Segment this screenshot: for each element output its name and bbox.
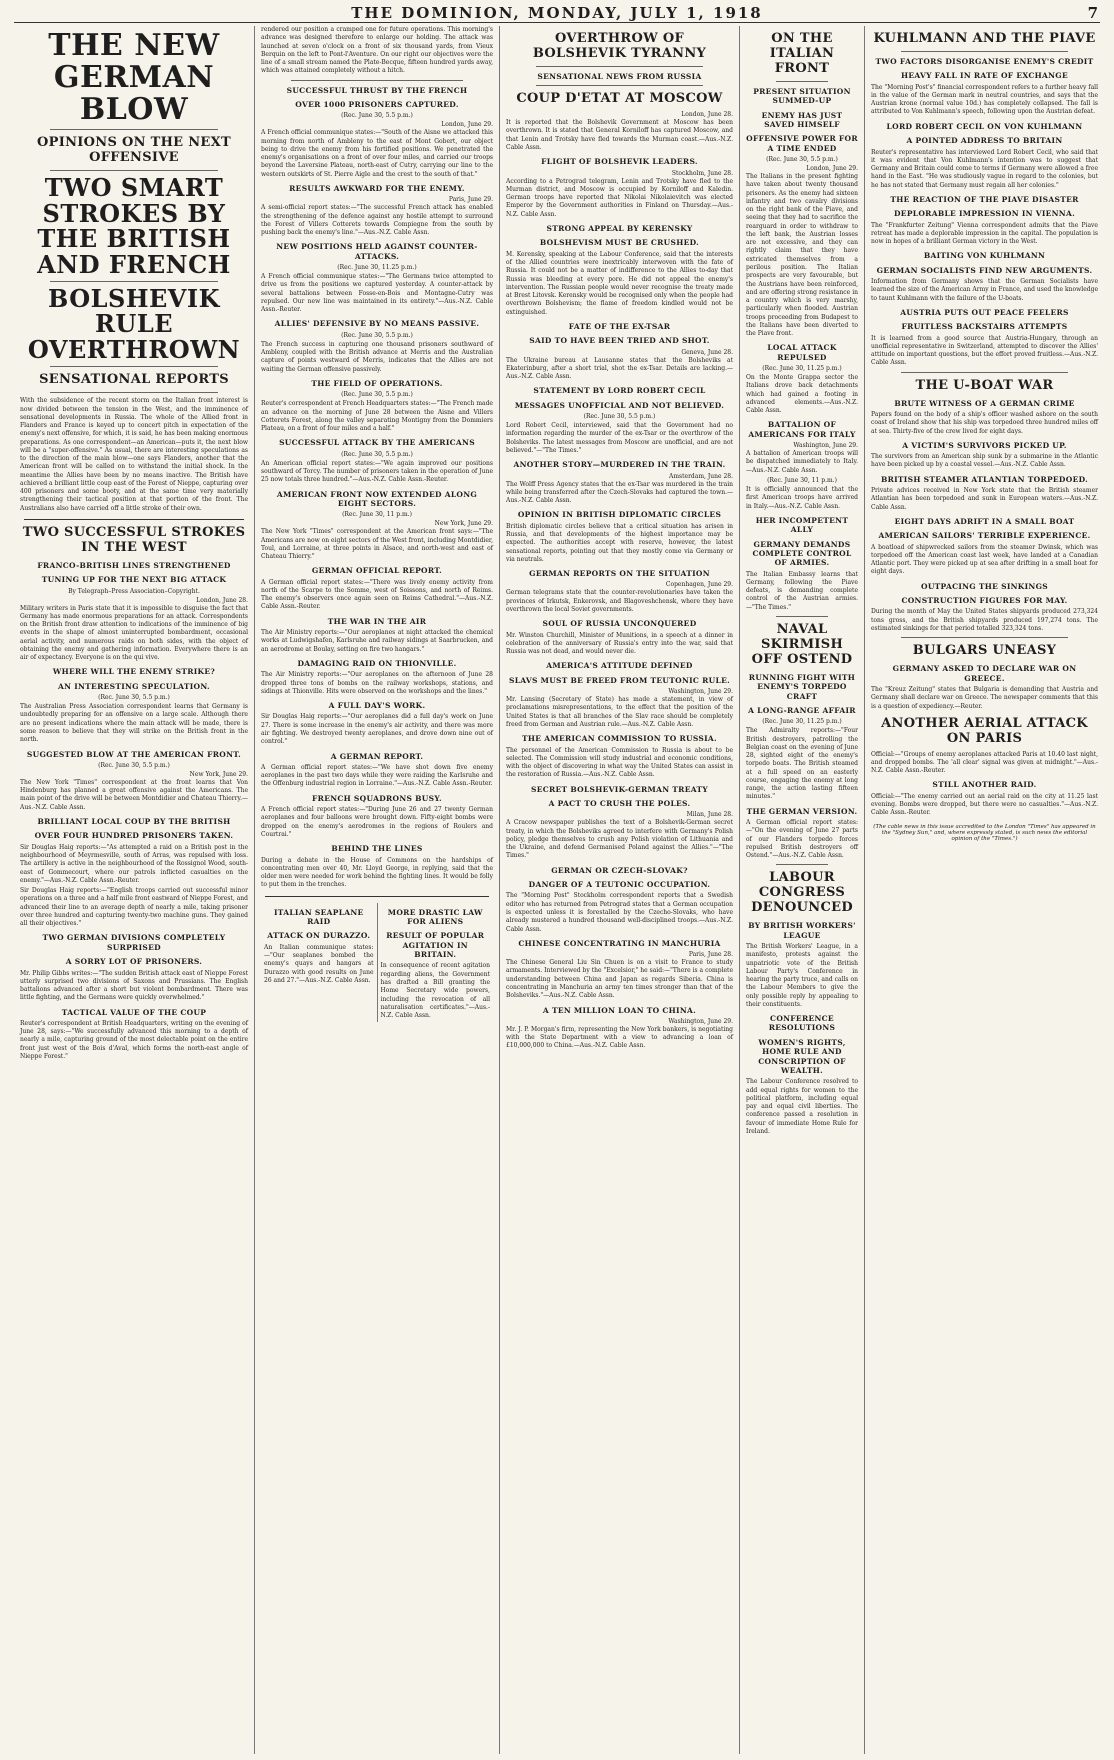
received-date: (Rec. June 30, 11.25 p.m.): [337, 264, 417, 272]
article-text: Official:—"Groups of enemy aeroplanes attacked Paris at 10.40 last night, and dropped bombs. The 'all clear' signal was given at midnight."—Aus.-N.Z. Cable Assn.-Reuter.: [871, 750, 1098, 775]
article-text: The "Kreuz Zeitung" states that Bulgaria is demanding that Austria and Germany shall declare war on Greece. The newspaper comments that this is a question of expediency.—Reuter.: [871, 685, 1098, 710]
subhead: SUGGESTED BLOW AT THE AMERICAN FRONT.: [26, 749, 242, 759]
article-text: British diplomatic circles believe that a critical situation has arisen in Russia, and that developments of the highest importance may be expected. The authorities accept with reserve, however, the latest sensational reports, pointing out that they mostly come via Germany or via neutrals.: [506, 522, 733, 563]
article-text: Papers found on the body of a ship's officer washed ashore on the south coast of Ireland show that his ship was torpedoed three hundred miles off at sea. Thirty-five of the crew lived for eight days.: [871, 411, 1098, 435]
article-text: The Air Ministry reports:—"Our aeroplanes at night attacked the chemical works at Ludwigshafen, Karlsruhe and railway sidings at Saarbrucken, and an aerodrome at Boulay, setting on fire two hangars.": [261, 629, 493, 653]
subhead: MESSAGES UNOFFICIAL AND NOT BELIEVED.: [514, 400, 725, 410]
subhead: NEW POSITIONS HELD AGAINST COUNTER-ATTACKS.: [276, 242, 478, 261]
subhead: AN INTERESTING SPECULATION.: [58, 681, 210, 691]
subhead: BRILLIANT LOCAL COUP BY THE BRITISH: [37, 816, 231, 826]
subhead: A VICTIM'S SURVIVORS PICKED UP.: [902, 440, 1067, 450]
article-text: With the subsidence of the recent storm on the Italian front interest is now divided between the tension in the West, and the imminence of sensational developments in Russia. The whole of the Allied front in Flanders and France is keyed up to concert pitch in expectation of the enemy's next offensive, for which, it is said, he has been making enormous preparations. As one correspondent—an American—puts it, the next blow will be a "super-offensive." As usual, there are interesting speculations as to the direction of the main blow—one says Flanders, another that the American front will be called on to withstand the initial shock. In the meantime the Allies have been by no means inactive. The British have achieved a brilliant little coup east of the Forest of Nieppe, capturing over 400 prisoners and some booty, and at the same time very materially strengthening their tactical position at that portion of the front. The Australians also have carried off a little stroke of their own.: [20, 397, 248, 512]
place-date: Paris, June 29.: [448, 196, 493, 204]
article-text: A French official communique states:—"South of the Aisne we attacked this morning from north of Ambleny to the east of Mont Gobert, our object being to drive the enemy from his fortified positions. We penetrated the enemy's organisations on a front of over four miles, and carried our troops beyond the Laversine Plateau, north-east of Cutry, carrying our line to the western outskirts of St. Pierre Aigle and the crest to the south of that.": [261, 129, 493, 178]
subhead: LORD ROBERT CECIL ON VON KUHLMANN: [886, 121, 1083, 131]
subhead: OVER 1000 PRISONERS CAPTURED.: [295, 99, 459, 109]
place-date: Amsterdam, June 28.: [669, 472, 733, 480]
article-text: During a debate in the House of Commons on the hardships of concentrating men over 40, Mr. Lloyd George, in replying, said that the older men were needed for work behind the fighting lines. It would be folly to put them in the trenches.: [261, 856, 493, 889]
article-text: A Cracow newspaper publishes the text of a Bolshevik-German secret treaty, in which the Bolsheviks agreed to interfere with Germany's Polish policy, pledge themselves to crush any Polish violation of Lithuania and the Ukraine, and defend Germanised Poland against the Allies."—"The Times.": [506, 819, 733, 860]
subhead: RESULT OF POPULAR AGITATION IN BRITAIN.: [386, 931, 485, 960]
article-text: A boatload of shipwrecked sailors from the steamer Dwinsk, which was torpedoed off the American coast last week, have landed at a Canadian Atlantic port. They were picked up at sea after drifting in a small boat for eight days.: [871, 543, 1098, 576]
subhead: A TEN MILLION LOAN TO CHINA.: [542, 1005, 697, 1015]
subhead: GERMAN OFFICIAL REPORT.: [311, 566, 443, 576]
headline-italian-front: ON THE ITALIAN FRONT: [769, 31, 835, 76]
subhead: RUNNING FIGHT WITH ENEMY'S TORPEDO CRAFT: [748, 672, 856, 701]
subhead: HER INCOMPETENT ALLY: [755, 515, 849, 535]
subhead: ANOTHER STORY—MURDERED IN THE TRAIN.: [513, 460, 726, 470]
article-text: The New York "Times" correspondent at the American front says:—"The Americans are now on eight sectors of the West front, including Montdidier, Toul, and Lorraine, at three points in Alsace, and north-west and east of Chateau Thierry.": [261, 528, 493, 561]
masthead-title: THE DOMINION, MONDAY, JULY 1, 1918: [351, 4, 763, 22]
masthead: [14, 4, 1100, 23]
article-text: German telegrams state that the counter-revolutionaries have taken the provinces of Irkutsk, Enkerovsk, and Blagoveshchensk, where they have overthrown the local Soviet governments.: [506, 589, 733, 613]
subhead: OFFENSIVE POWER FOR A TIME ENDED: [746, 134, 858, 153]
received-date: (Rec. June 30, 11 p.m.): [767, 477, 837, 484]
headline-aerial-attack-paris: ANOTHER AERIAL ATTACK ON PARIS: [881, 715, 1088, 746]
place-date: Washington, June 29.: [668, 1017, 733, 1025]
subhead: WOMEN'S RIGHTS, HOME RULE AND CONSCRIPTION OF WEALTH.: [758, 1037, 846, 1075]
article-text: A German official report states:—"On the evening of June 27 parts of our Flanders torpedo forces repulsed British destroyers off Ostend."—Aus.-N.Z. Cable Assn.: [746, 819, 858, 860]
page-number: 7: [1087, 4, 1100, 22]
subhead: THE FIELD OF OPERATIONS.: [311, 378, 443, 388]
subhead: A FULL DAY'S WORK.: [328, 701, 426, 711]
subhead: EIGHT DAYS ADRIFT IN A SMALL BOAT: [894, 516, 1075, 526]
article-text: It is officially announced that the first American troops have arrived in Italy.—Aus.-N.Z. Cable Assn.: [746, 486, 858, 510]
place-date: Paris, June 28.: [688, 951, 733, 959]
subhead: BOLSHEVISM MUST BE CRUSHED.: [539, 238, 700, 248]
subhead: TWO FACTORS DISORGANISE ENEMY'S CREDIT: [875, 56, 1094, 66]
subhead: A POINTED ADDRESS TO BRITAIN: [906, 136, 1063, 146]
article-text: The personnel of the American Commission to Russia is about to be selected. The Commission will study industrial and economic conditions, with the object of discovering in what way the United States can assist in the restoration of Russia.—Aus.-N.Z. Cable Assn.: [506, 746, 733, 779]
column-1: [14, 26, 254, 1754]
article-text: Lord Robert Cecil, interviewed, said that the Government had no information regarding the murder of the ex-Tsar or the overthrow of the Bolsheviks. The latest messages from Moscow are unofficial, and are not believed."—"The Times.": [506, 422, 733, 454]
headline-bulgars-uneasy: BULGARS UNEASY: [912, 643, 1057, 659]
article-text: The Admiralty reports:—"Four British destroyers, patrolling the Belgian coast on the evening of June 28, sighted eight of the enemy's torpedo boats. The British steamed at a full speed on an easterly course, engaging the enemy at long range, the action lasting fifteen minutes.": [746, 727, 858, 801]
italian-seaplane-raid: [261, 903, 377, 1023]
place-date: Stockholm, June 28.: [671, 169, 733, 177]
column-5: [864, 26, 1104, 1754]
subhead: DANGER OF A TEUTONIC OCCUPATION.: [528, 880, 711, 890]
article-text: Official:—"The enemy carried out an aerial raid on the city at 11.25 last evening. Bombs were dropped, but there were no casualties."—Aus.-N.Z. Cable Assn.-Reuter.: [871, 792, 1098, 817]
article-text: The British Workers' League, in a manifesto, protests against the unpatriotic vote of the British Labour Party's Conference in hearing the party truce, and calls on the Labour Members to give the only possible reply by appealing to their constituents.: [746, 942, 858, 1008]
article-text: A German official report states:—"There was lively enemy activity from north of the Scarpe to the Somme, west of Soissons, and north of Reims. The enemy's observers once again seen on Reims Cathedral."—Aus.-N.Z. Cable Assn.-Reuter.: [261, 578, 493, 611]
received-date: (Rec. June 30, 11 p.m.): [342, 511, 412, 519]
subhead: DEPLORABLE IMPRESSION IN VIENNA.: [894, 209, 1075, 219]
subhead: LOCAL ATTACK REPULSED: [767, 343, 837, 362]
split-columns: [261, 903, 493, 1023]
subhead: PRESENT SITUATION SUMMED-UP: [753, 86, 851, 106]
article-text: M. Kerensky, speaking at the Labour Conference, said that the interests of the Allied countries were inextricably interwoven with the fate of Russia. It could not be a matter of indifference to the Allies to-day that Russia was bleeding at every pore. He did not appeal the enemy's intervention. The Russian people would never recognise the treaty made at Brest Litovsk. Kerensky would be recognised only when the people had overthrown Bolshevism; the flame of freedom kindled would not be extinguished.: [506, 250, 733, 316]
headline-labour-congress: LABOUR CONGRESS DENOUNCED: [751, 870, 853, 916]
article-text: Mr. Philip Gibbs writes:—"The sudden British attack east of Nieppe Forest utterly surprised two divisions of Saxons and Prussians. The English battalions advanced after a short but violent bombardment. There was little fighting, and the Germans were quickly overwhelmed.": [20, 969, 248, 1002]
subhead: MORE DRASTIC LAW FOR ALIENS: [387, 907, 483, 926]
place-date: Milan, June 28.: [686, 811, 733, 819]
article-text: Sir Douglas Haig reports:—"As attempted a raid on a British post in the neighbourhood of Meyrmesville, south of Arras, was repulsed with loss. The artillery is active in the neighbourhood of the Rossignol Wood, south-east of Gommecourt, where our patrols inflicted casualties on the enemy."—Aus.-N.Z. Cable Assn.-Reuter.: [20, 843, 248, 884]
subhead: A GERMAN REPORT.: [330, 751, 424, 761]
subhead: BRITISH STEAMER ATLANTIAN TORPEDOED.: [880, 474, 1089, 484]
place-date: Copenhagen, June 29.: [665, 581, 733, 589]
place-date: New York, June 29.: [434, 520, 493, 528]
column-2: [254, 26, 499, 1754]
subhead: CONFERENCE RESOLUTIONS: [768, 1014, 836, 1033]
place-date: Washington, June 29.: [793, 442, 858, 450]
place-date: New York, June 29.: [189, 770, 248, 778]
subhead: OVER FOUR HUNDRED PRISONERS TAKEN.: [34, 831, 234, 841]
article-text: The Australian Press Association correspondent learns that Germany is undoubtedly preparing for an offensive on a large scale. Although there are no present indications where the main attack will be made, there is some reason to believe that they will strike on the British front in the north.: [20, 703, 248, 744]
subhead: SAID TO HAVE BEEN TRIED AND SHOT.: [529, 336, 710, 346]
received-date: (Rec. June 30, 5.5 p.m.): [583, 413, 656, 421]
article-text: Mr. Winston Churchill, Minister of Munitions, in a speech at a dinner in celebration of the anniversary of Russia's entry into the war, said that Russia was not dead, and would never die.: [506, 631, 733, 656]
article-text: A French official report states:—"During June 26 and 27 twenty German aeroplanes and four balloons were brought down. Fifty-eight bombs were dropped on the enemy's aerodromes in the regions of Roulers and Courtrai.": [261, 806, 493, 838]
subhead: HEAVY FALL IN RATE OF EXCHANGE: [901, 71, 1068, 81]
subhead: OPINIONS ON THE NEXT OFFENSIVE: [37, 135, 231, 166]
subhead: GERMAN SOCIALISTS FIND NEW ARGUMENTS.: [876, 265, 1093, 275]
headline-two-successful-strokes: TWO SUCCESSFUL STROKES IN THE WEST: [22, 524, 246, 555]
subhead: ATTACK ON DURAZZO.: [267, 931, 371, 941]
received-date: (Rec. June 30, 5.5 p.m.): [766, 156, 838, 164]
headline-kuhlmann-piave: KUHLMANN AND THE PIAVE: [873, 31, 1096, 46]
received-date: (Rec. June 30, 5.5 p.m.): [98, 761, 170, 769]
subhead: FRENCH SQUADRONS BUSY.: [312, 793, 442, 803]
subhead: FRUITLESS BACKSTAIRS ATTEMPTS: [901, 322, 1068, 332]
subhead: SENSATIONAL REPORTS: [39, 372, 229, 388]
article-text: During the month of May the United States shipyards produced 273,324 tons gross, and the British shipyards produced 197,274 tons. The estimated sinkings for that period totalled 323,324 tons.: [871, 608, 1098, 633]
subhead: SECRET BOLSHEVIK-GERMAN TREATY: [531, 784, 708, 794]
subhead: SENSATIONAL NEWS FROM RUSSIA: [537, 71, 702, 81]
article-text: The "Morning Post's" financial correspondent refers to a further heavy fall in the value of the German mark in neutral countries, and says that the Austrian krone (normal value 10d.) has completely collapsed. The fall is attributed to Von Kuhlmann's speech, following upon the Austrian defeat.: [871, 83, 1098, 116]
column-4: [739, 26, 864, 1754]
article-text: The Wolff Press Agency states that the ex-Tsar was murdered in the train while being transferred after the Czech-Slovaks had captured the town.—Aus.-N.Z. Cable Assn.: [506, 480, 733, 505]
received-date: (Rec. June 30, 5.5 p.m.): [341, 112, 413, 120]
subhead: A SORRY LOT OF PRISONERS.: [65, 957, 203, 967]
article-text: The Labour Conference resolved to add equal rights for women to the political platform, including equal pay and equal civil liberties. The conference passed a resolution in favour of immediate Home Rule for Ireland.: [746, 1078, 858, 1135]
article-text: Military writers in Paris state that it is impossible to disguise the fact that Germany has made enormous preparations for an attack. Correspondents on the British front draw attention to indications of the imminence of big events in the shape of almost uninterrupted bombardment, occasional aerial activity, and numerous raids on both sides, with the object of obtaining the enemy and gathering information. Everywhere there is an air of expectancy. Everyone is on the qui vive.: [20, 604, 248, 662]
place-date: Geneva, June 28.: [681, 348, 733, 356]
received-date: (Rec. June 30, 11.25 p.m.): [762, 365, 842, 373]
subhead: STATEMENT BY LORD ROBERT CECIL: [533, 386, 706, 396]
article-text: An Italian communique states:—"Our seaplanes bombed the enemy's quays and hangars at Durazzo with good results on June 26 and 27."—Aus.-N.Z. Cable Assn.: [264, 943, 374, 984]
headline-naval-skirmish: NAVAL SKIRMISH OFF OSTEND: [751, 622, 853, 667]
subhead: ALLIES' DEFENSIVE BY NO MEANS PASSIVE.: [274, 319, 480, 329]
article-text: An American official report states:—"We again improved our positions southward of Torcy. The number of prisoners taken in the operation of June 25 now totals three hundred."—Aus.-N.Z. Cable Assn.-Reuter.: [261, 459, 493, 484]
article-text: A French official communique states:—"The Germans twice attempted to drive us from the positions we captured yesterday. A counter-attack by several battalions between Fosse-en-Bois and Montagne-Cutry was repulsed. Our new line was maintained in its entirety."—Aus.-N.Z. Cable Assn.-Reuter.: [261, 273, 493, 314]
received-date: (Rec. June 30, 5.5 p.m.): [98, 694, 170, 702]
article-text: In consequence of recent agitation regarding aliens, the Government has drafted a Bill granting the Home Secretary wide powers, including the revocation of all naturalisation certificates."—Aus.-N.Z. Cable Assn.: [380, 962, 490, 1020]
subhead: WHERE WILL THE ENEMY STRIKE?: [52, 667, 216, 677]
subhead: BY BRITISH WORKERS' LEAGUE: [748, 921, 856, 940]
subhead: GERMAN REPORTS ON THE SITUATION: [529, 569, 710, 579]
subhead: SUCCESSFUL THRUST BY THE FRENCH: [286, 85, 468, 95]
subhead: FATE OF THE EX-TSAR: [568, 321, 671, 331]
article-text: Private advices received in New York state that the British steamer Atlantian has been torpedoed and sunk in European waters.—Aus.-N.Z. Cable Assn.: [871, 487, 1098, 511]
column-3: [499, 26, 739, 1754]
subhead: AUSTRIA PUTS OUT PEACE FEELERS: [900, 307, 1069, 317]
subhead: A PACT TO CRUSH THE POLES.: [548, 799, 691, 809]
place-date: London, June 29.: [806, 165, 858, 173]
subhead: TACTICAL VALUE OF THE COUP: [61, 1007, 207, 1017]
article-text: The Air Ministry reports:—"Our aeroplanes on the afternoon of June 28 dropped three tons of bombs on the railway workshops, stations, and sidings at Thionville. Hits were observed on the workshops and the lines.": [261, 671, 493, 695]
article-text: The Chinese General Liu Sin Chuen is on a visit to France to study armaments. Interviewed by the "Excelsior," he said:—"There is a complete understanding between China and Japan as regards Siberia. China is concentrating in Manchuria an army ten times stronger than that of the Bolsheviks."—Aus.-N.Z. Cable Assn.: [506, 959, 733, 1000]
headline-two-smart-strokes: TWO SMART STROKES BY THE BRITISH AND FRENCH: [37, 173, 231, 279]
subhead: ENEMY HAS JUST SAVED HIMSELF: [761, 110, 843, 129]
subhead: STILL ANOTHER RAID.: [932, 780, 1037, 790]
article-text: The Italians in the present fighting have taken about twenty thousand prisoners. As the enemy had sixteen infantry and two cavalry divisions on the right bank of the Piave, and seeing that they had to sacrifice the rearguard in order to withdraw to the left bank, the Austrian losses are not excessive, and they can rightly claim that they have extricated themselves from a perilous position. The Italian prospects are very favourable, but the Austrians have been reinforced, and are offering strong resistance in a country which is very marshy, particularly when flooded. Austrian troops proceeding from Budapest to the Italians have been diverted to the Piave front.: [746, 173, 858, 338]
subhead: SUCCESSFUL ATTACK BY THE AMERICANS: [279, 438, 475, 448]
subhead: OUTPACING THE SINKINGS: [921, 581, 1048, 591]
article-text: The survivors from an American ship sunk by a submarine in the Atlantic have been picked up by a coastal vessel.—Aus.-N.Z. Cable Assn.: [871, 453, 1098, 469]
article-text: A semi-official report states:—"The successful French attack has enabled the strengthening of the defence against any hostile attempt to surround the Forest of Villers Cotterets towards Compiegne from the south by pushing back the enemy's line."—Aus.-N.Z. Cable Assn.: [261, 204, 493, 237]
received-date: (Rec. June 30, 5.5 p.m.): [341, 331, 413, 339]
article-text: Reuter's representative has interviewed Lord Robert Cecil, who said that it was evident that Von Kuhlmann's intention was to suggest that Germany and Britain could come to terms if Germany were allowed a free hand in the East. "He was studiously vague in regard to the colonies, but he has not stated that Germany must regain all her colonies.": [871, 148, 1098, 189]
subhead: AMERICA'S ATTITUDE DEFINED: [546, 661, 693, 671]
article-text: Reuter's correspondent at French Headquarters states:—"The French made an advance on the morning of June 28 between the Aisne and Villers Cotterets Forest, along the valley separating Montigny from the Dommiers Plateau, on a front of four miles and a half.": [261, 400, 493, 433]
place-date: London, June 28.: [681, 111, 733, 119]
received-date: (Rec. June 30, 5.5 p.m.): [341, 450, 413, 458]
article-text: Mr. J. P. Morgan's firm, representing the New York bankers, is negotiating with the State Department with a view to advancing a loan of £10,000,000 to China.—Aus.-N.Z. Cable Assn.: [506, 1025, 733, 1050]
article-text: Information from Germany shows that the German Socialists have learned the size of the American Army in France, and used the knowledge to taunt Kuhlmann with the failure of the U-boats.: [871, 278, 1098, 302]
subhead: DAMAGING RAID ON THIONVILLE.: [297, 658, 457, 668]
article-text: A German official report states:—"We have shot down five enemy aeroplanes in the past two days while they were raiding the Karlsruhe and the Offenburg industrial region in Lorraine."—Aus.-N.Z. Cable Assn.-Reuter.: [261, 763, 493, 788]
article-text: The "Frankfurter Zeitung" Vienna correspondent admits that the Piave retreat has made a deplorable impression in the capital. The population is now in hopes of a brilliant German victory in the West.: [871, 221, 1098, 246]
subhead: BATTALION OF AMERICANS FOR ITALY: [748, 420, 856, 439]
subhead: SOUL OF RUSSIA UNCONQUERED: [542, 619, 697, 629]
place-date: London, June 29.: [441, 121, 493, 129]
subhead: AMERICAN SAILORS' TERRIBLE EXPERIENCE.: [878, 531, 1091, 541]
headline-new-german-blow: THE NEW GERMAN BLOW: [48, 28, 220, 127]
subhead: BRUTE WITNESS OF A GERMAN CRIME: [894, 398, 1075, 408]
headline-u-boat-war: THE U-BOAT WAR: [915, 377, 1054, 393]
subhead: THE WAR IN THE AIR: [327, 616, 427, 626]
article-text: According to a Petrograd telegram, Lenin and Trotsky have fled to the Murman district, and Moscow is occupied by Korniloff and Kaledin. German troops have reported that Nikolai Nikolaievitch was elected Emperor by the Government authorities in Finland on Thursday.—Aus.-N.Z. Cable Assn.: [506, 177, 733, 218]
article-text: Sir Douglas Haig reports:—"English troops carried out successful minor operations on a three and a half mile front eastward of Nieppe Forest, and advanced their line to an average depth of nearly a mile, taking prisoner over three hundred and capturing twenty-two machine guns. They gained all their objectives.": [20, 887, 248, 928]
subhead: THE AMERICAN COMMISSION TO RUSSIA.: [522, 734, 717, 744]
received-date: (Rec. June 30, 5.5 p.m.): [341, 391, 413, 399]
subhead: GERMAN OR CZECH-SLOVAK?: [551, 865, 688, 875]
article-text: The "Morning Post" Stockholm correspondent reports that a Swedish editor who has returned from Petrograd states that a German occupation is expected unless it is forestalled by the Czecho-Slovaks, who have already mustered a hundred thousand well-disciplined troops.—Aus.-N.Z. Cable Assn.: [506, 892, 733, 933]
subhead: COUP D'ETAT AT MOSCOW: [516, 91, 723, 107]
subhead: FLIGHT OF BOLSHEVIK LEADERS.: [541, 157, 698, 167]
place-date: London, June 28.: [196, 596, 248, 604]
subhead: A LONG-RANGE AFFAIR: [748, 705, 856, 715]
subhead: RESULTS AWKWARD FOR THE ENEMY.: [289, 183, 465, 193]
subhead: OPINION IN BRITISH DIPLOMATIC CIRCLES: [517, 510, 722, 520]
subhead: AMERICAN FRONT NOW EXTENDED ALONG EIGHT SECTORS.: [276, 489, 478, 508]
article-text: On the Monte Grappa sector the Italians drove back detachments which had gained a footing in advanced elements.—Aus.-N.Z. Cable Assn.: [746, 374, 858, 415]
subhead: CHINESE CONCENTRATING IN MANCHURIA: [518, 938, 721, 948]
subhead: STRONG APPEAL BY KERENSKY: [546, 223, 693, 233]
article-text: The Ukraine bureau at Lausanne states that the Bolsheviks at Ekaterinburg, after a short trial, shot the ex-Tsar. Details are lacking.—Aus.-N.Z. Cable Assn.: [506, 356, 733, 381]
article-text: It is reported that the Bolshevik Government at Moscow has been overthrown. It is stated that General Korniloff has captured Moscow, and that Lenin and Trotsky have fled towards the Murman coast.—Aus.-N.Z. Cable Assn.: [506, 119, 733, 151]
subhead: CONSTRUCTION FIGURES FOR MAY.: [901, 596, 1068, 606]
subhead: THE REACTION OF THE PIAVE DISASTER: [890, 194, 1079, 204]
article-text: Mr. Lansing (Secretary of State) has made a statement, in view of proclamations misrepresentations, to the effect that the position of the United States is that all branches of the Slav race should be completely freed from German and Austrian rule.—Aus.-N.Z. Cable Assn.: [506, 696, 733, 728]
subhead: GERMANY ASKED TO DECLARE WAR ON GREECE.: [892, 664, 1077, 683]
headline-bolshevik-rule: BOLSHEVIK RULE OVERTHROWN: [27, 284, 241, 364]
article-text: Reuter's correspondent at British Headquarters, writing on the evening of June 28, says:—"We successfully advanced this morning to a depth of nearly a mile, capturing ground of the most delectable point on the entire front just west of the Bois d'Aval, which forms the north-east angle of Nieppe Forest.": [20, 1019, 248, 1061]
article-text: The Italian Embassy learns that Germany, following the Piave defeats, is demanding complete control of the Austrian armies.—"The Times.": [746, 570, 858, 611]
received-date: (Rec. June 30, 11.25 p.m.): [762, 718, 842, 726]
article-text: A battalion of American troops will be dispatched immediately to Italy.—Aus.-N.Z. Cable Assn.: [746, 450, 858, 474]
subhead: TUNING UP FOR THE NEXT BIG ATTACK: [41, 575, 227, 585]
subhead: ITALIAN SEAPLANE RAID: [273, 907, 364, 926]
byline: By Telegraph–Press Association–Copyright.: [68, 587, 200, 595]
subhead: BAITING VON KUHLMANN: [923, 251, 1046, 261]
drastic-law-aliens: [377, 903, 494, 1023]
footnote: (The cable news in this issue accredited to the London "Times" has appeared in the "Sydney Sun," and, where expressly stated, is such news the editorial opinion of the "Times."): [873, 823, 1096, 842]
subhead: FRANCO-BRITISH LINES STRENGTHENED: [37, 560, 231, 570]
place-date: Washington, June 29.: [668, 688, 733, 696]
article-text: The New York "Times" correspondent at the front learns that Von Hindenburg has planned a great offensive against the Americans. The main point of the drive will be between Montdidier and Chateau Thierry.—Aus.-N.Z. Cable Assn.: [20, 778, 248, 811]
subhead: SLAVS MUST BE FREED FROM TEUTONIC RULE.: [508, 675, 730, 685]
subhead: TWO GERMAN DIVISIONS COMPLETELY SURPRISED: [42, 933, 226, 952]
subhead: THE GERMAN VERSION.: [746, 806, 858, 816]
article-text: The French success in capturing one thousand prisoners southward of Ambleny, coupled with the British advance at Merris and the Australian capture of points westward of Merris, indicates that the Allies are not waiting the German offensive passively.: [261, 340, 493, 373]
article-text: It is learned from a good source that Austria-Hungary, through an unofficial representative in Switzerland, attempted to discover the Allies' attitude on important questions, but the effort proved fruitless.—Aus.-N.Z. Cable Assn.: [871, 334, 1098, 367]
article-text: Sir Douglas Haig reports:—"Our aeroplanes did a full day's work on June 27. There is some increase in the enemy's air activity, and there was more air fighting. We destroyed twenty aeroplanes, and drove down nine out of control.": [261, 713, 493, 746]
subhead: BEHIND THE LINES: [331, 844, 423, 854]
headline-overthrow-bolshevik: OVERTHROW OF BOLSHEVIK TYRANNY: [532, 31, 707, 61]
subhead: GERMANY DEMANDS COMPLETE CONTROL OF ARMIES.: [752, 539, 852, 568]
article-text: rendered our position a cramped one for future operations. This morning's advance was designed therefore to enlarge our holding. The attack was launched at seven o'clock on a front of six thousand yards, from Vieux Berquin on the left to Pont-l'Aventure. On our right our objectives were the line of a small stream named the Plate-Becque, fifteen hundred yards away, which was attained completely without a hitch.: [261, 26, 493, 75]
